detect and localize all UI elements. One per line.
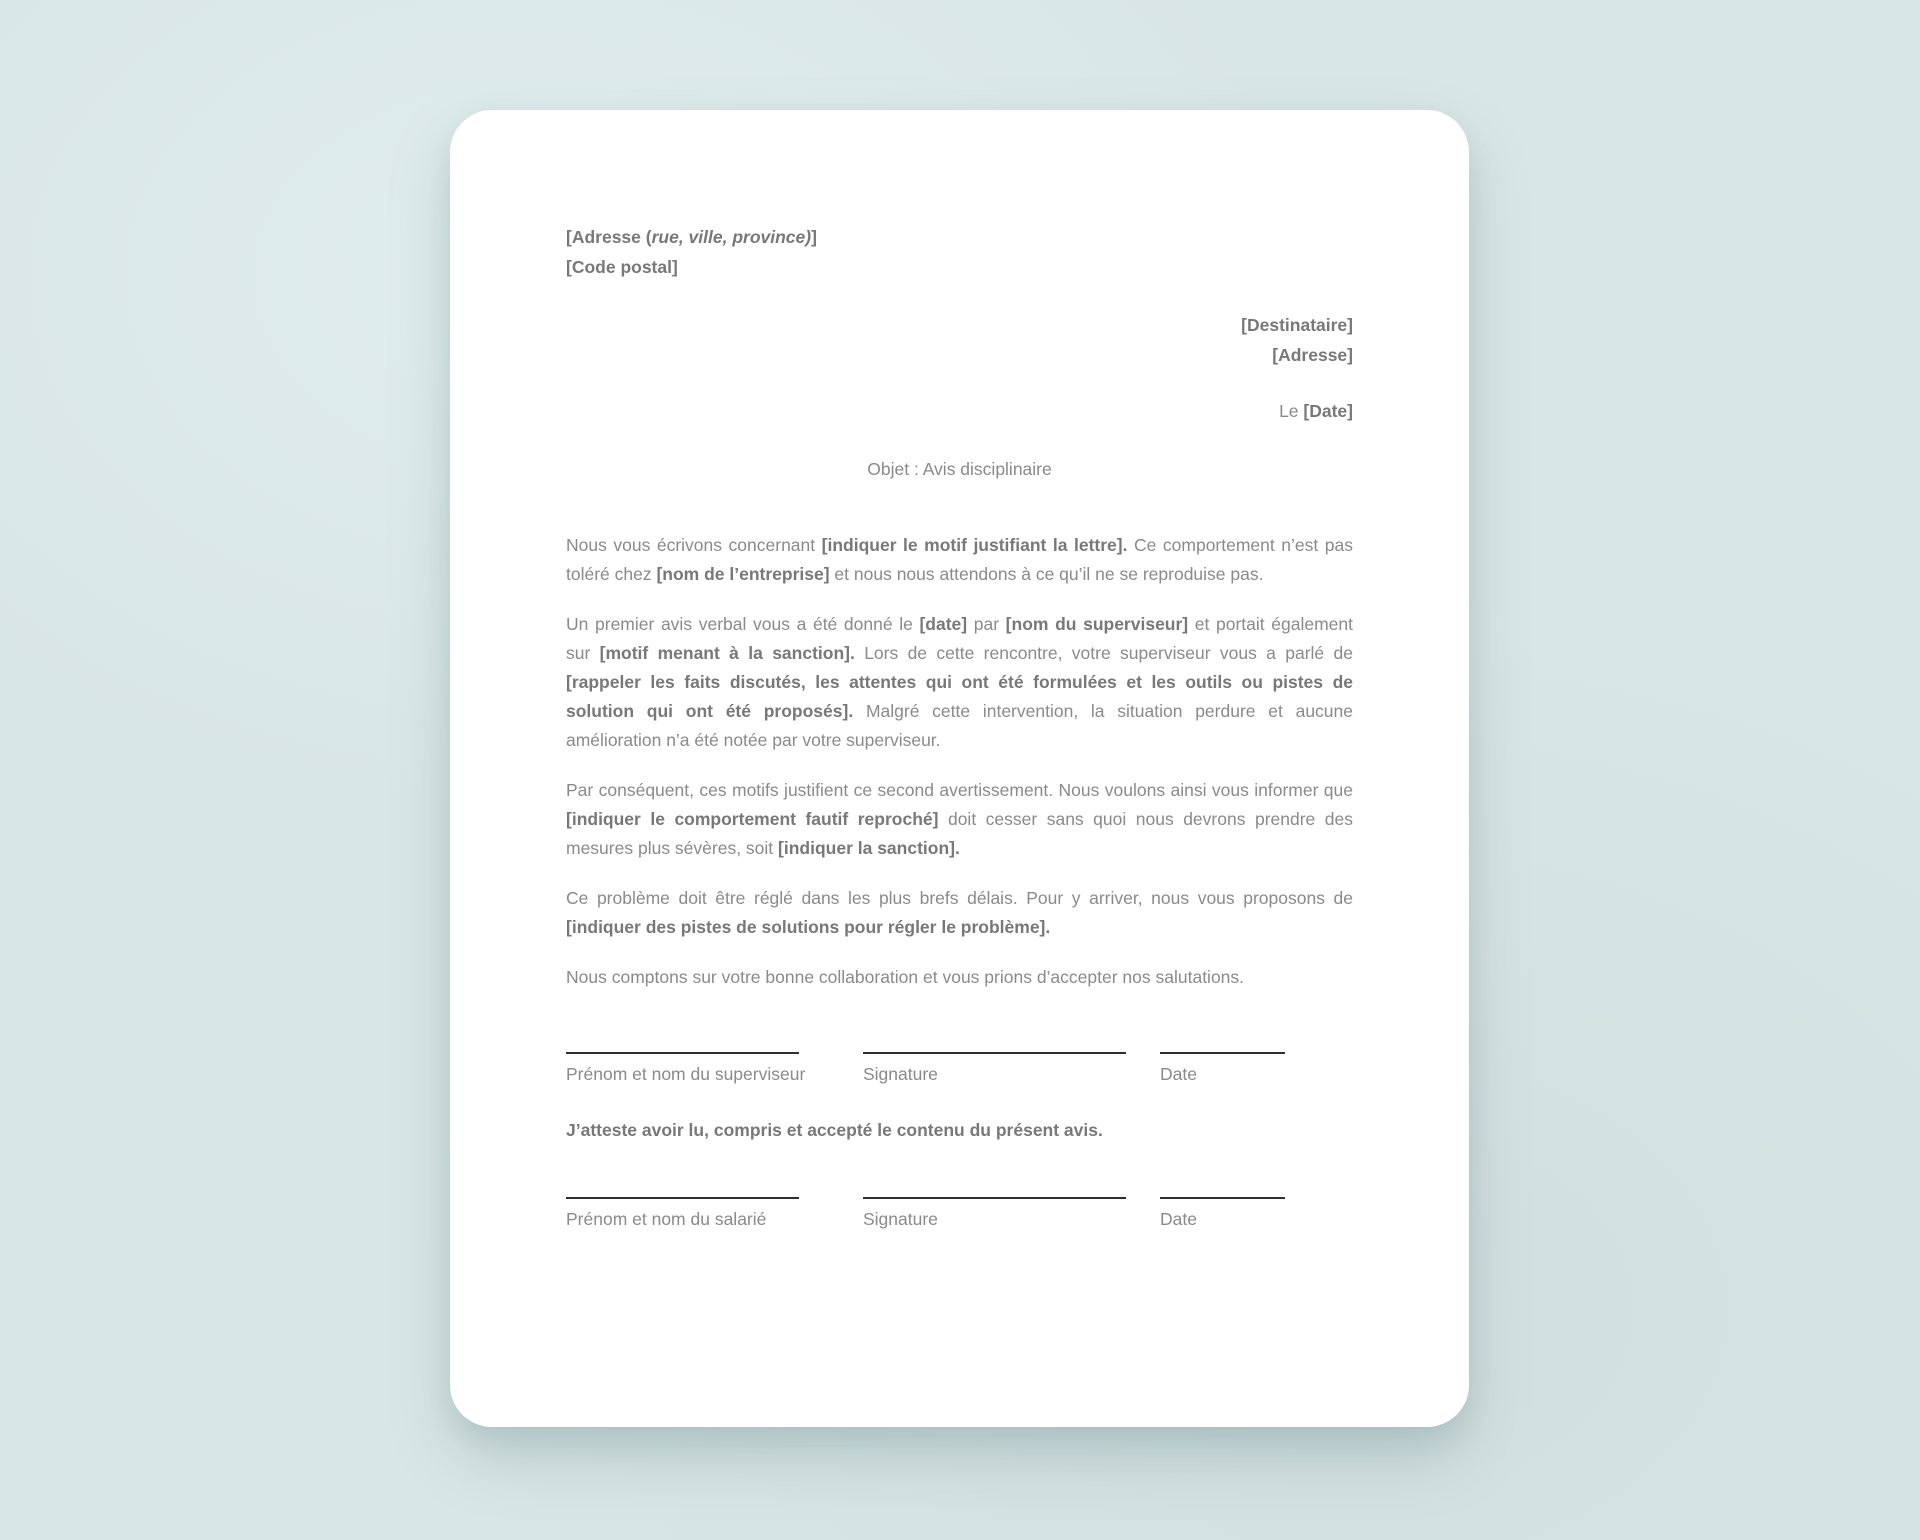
signature-line [566, 1052, 799, 1054]
signature-label: Date [1160, 1064, 1197, 1084]
paragraph-second-warning: Par conséquent, ces motifs justifient ce second avertissement. Nous voulons ainsi vous informer que [indiquer le comportement fautif reproché] doit cesser sans quoi nous devrons prendre des mesures plus sévères, soit [indiquer la sanction]. [566, 780, 1353, 858]
attestation-statement: J’atteste avoir lu, compris et accepté le contenu du présent avis. [566, 1120, 1103, 1140]
signature-label: Prénom et nom du superviseur [566, 1064, 806, 1084]
signature-line [1160, 1052, 1285, 1054]
signature-label: Signature [863, 1209, 938, 1229]
signature-label: Date [1160, 1209, 1197, 1229]
recipient-address-line: [Adresse] [1272, 345, 1353, 365]
letter-content [450, 110, 1469, 1234]
sender-postal-code-line: [Code postal] [566, 257, 678, 277]
recipient-block [566, 310, 1353, 370]
employee-signature-field [863, 1197, 1126, 1234]
date-line: Le [Date] [1279, 401, 1353, 421]
subject-line: Objet : Avis disciplinaire [867, 459, 1052, 479]
signature-line [863, 1052, 1126, 1054]
signature-line [863, 1197, 1126, 1199]
letter-document [450, 110, 1469, 1427]
supervisor-name-field [566, 1052, 806, 1089]
supervisor-date-field [1160, 1052, 1285, 1089]
recipient-name-line: [Destinataire] [1241, 315, 1353, 335]
paragraph-closing: Nous comptons sur votre bonne collaboration et vous prions d’accepter nos salutations. [566, 967, 1245, 987]
paragraph-first-verbal-notice: Un premier avis verbal vous a été donné le [date] par [nom du superviseur] et portait également sur [motif menant à la sanction]. Lors de cette rencontre, votre superviseur vous a parlé de [rappeler les faits discutés, les attentes qui ont été formulées et les outils ou pistes de solution qui ont été proposés]. Malgré cette intervention, la situation perdure et aucune amélioration n’a été notée par votre superviseur. [566, 614, 1353, 750]
employee-date-field [1160, 1197, 1285, 1234]
sender-address-line: [Adresse (rue, ville, province)] [566, 227, 817, 247]
signature-line [566, 1197, 799, 1199]
employee-signature-row [566, 1197, 1353, 1234]
supervisor-signature-row [566, 1052, 1353, 1089]
signature-label: Signature [863, 1064, 938, 1084]
employee-name-field [566, 1197, 799, 1234]
paragraph-solutions: Ce problème doit être réglé dans les plus brefs délais. Pour y arriver, nous vous proposons de [indiquer des pistes de solutions pour régler le problème]. [566, 888, 1353, 937]
signature-label: Prénom et nom du salarié [566, 1209, 767, 1229]
signature-line [1160, 1197, 1285, 1199]
supervisor-signature-field [863, 1052, 1126, 1089]
sender-address-block [566, 222, 1353, 282]
paragraph-motif: Nous vous écrivons concernant [indiquer le motif justifiant la lettre]. Ce comportement n’est pas toléré chez [nom de l’entreprise] et nous nous attendons à ce qu’il ne se reproduise pas. [566, 535, 1353, 584]
